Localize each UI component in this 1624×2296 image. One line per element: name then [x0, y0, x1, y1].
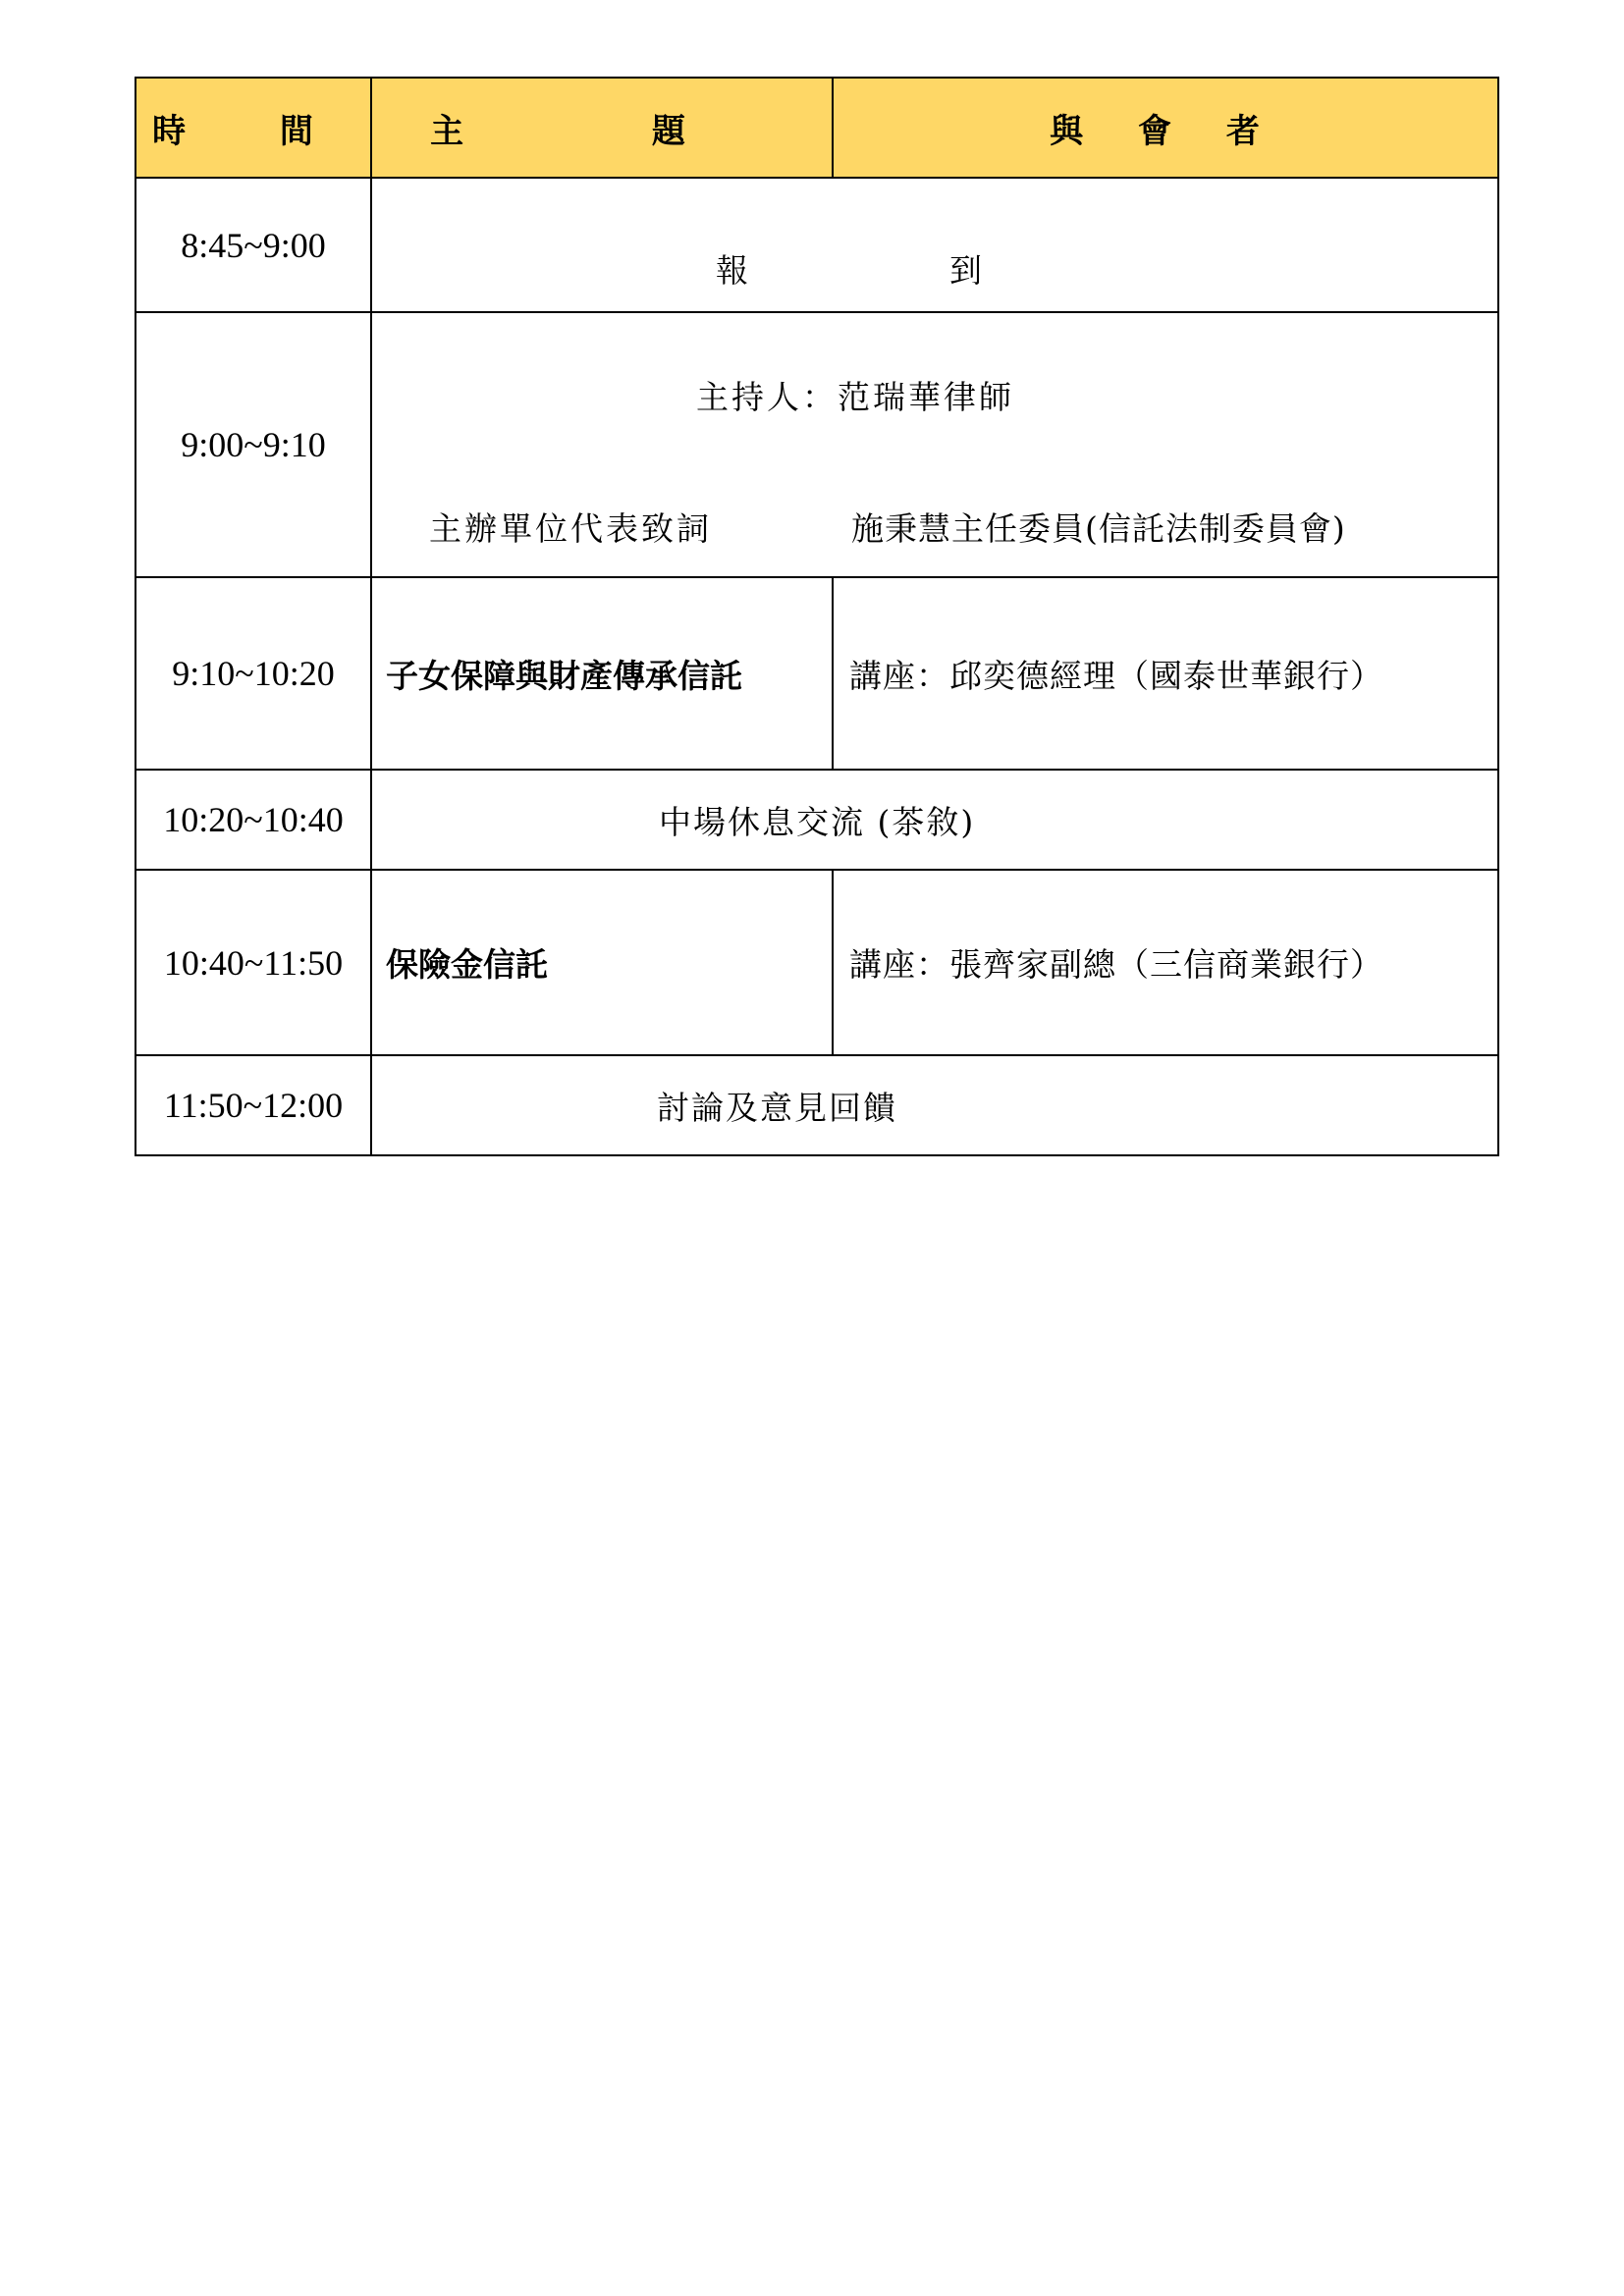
row-break [135, 770, 1498, 870]
row-registration [135, 178, 1498, 312]
time-cell: 10:20~10:40 [135, 770, 371, 870]
topic-cell: 保險金信託 [371, 870, 833, 1055]
break-cell [371, 770, 1498, 870]
time-cell: 11:50~12:00 [135, 1055, 371, 1155]
registration-text-a: 報 [716, 251, 748, 290]
time-cell: 9:00~9:10 [135, 312, 371, 577]
agenda-table [135, 77, 1499, 1156]
header-time: 時 間 [135, 78, 371, 178]
row-session-1 [135, 577, 1498, 770]
registration-cell [371, 178, 1498, 312]
header-row [135, 78, 1498, 178]
header-participants: 與 會 者 [833, 78, 1498, 178]
opening-text: 主辦單位代表致詞 [429, 509, 712, 548]
speaker-cell: 講座：邱奕德經理（國泰世華銀行） [833, 577, 1498, 770]
topic-cell: 子女保障與財產傳承信託 [371, 577, 833, 770]
time-cell: 9:10~10:20 [135, 577, 371, 770]
time-cell: 8:45~9:00 [135, 178, 371, 312]
discussion-text: 討論及意見回饋 [657, 1088, 897, 1127]
discussion-cell [371, 1055, 1498, 1155]
speaker-cell: 講座：張齊家副總（三信商業銀行） [833, 870, 1498, 1055]
host-text: 主持人：范瑞華律師 [696, 378, 1014, 416]
row-session-2 [135, 870, 1498, 1055]
registration-text-b: 到 [949, 251, 982, 290]
header-topic: 主 題 [371, 78, 833, 178]
row-opening [135, 312, 1498, 577]
opening-speaker: 施秉慧主任委員(信託法制委員會) [851, 509, 1346, 548]
break-text: 中場休息交流 (茶敘) [659, 802, 976, 841]
time-cell: 10:40~11:50 [135, 870, 371, 1055]
opening-cell [371, 312, 1498, 577]
row-discussion [135, 1055, 1498, 1155]
